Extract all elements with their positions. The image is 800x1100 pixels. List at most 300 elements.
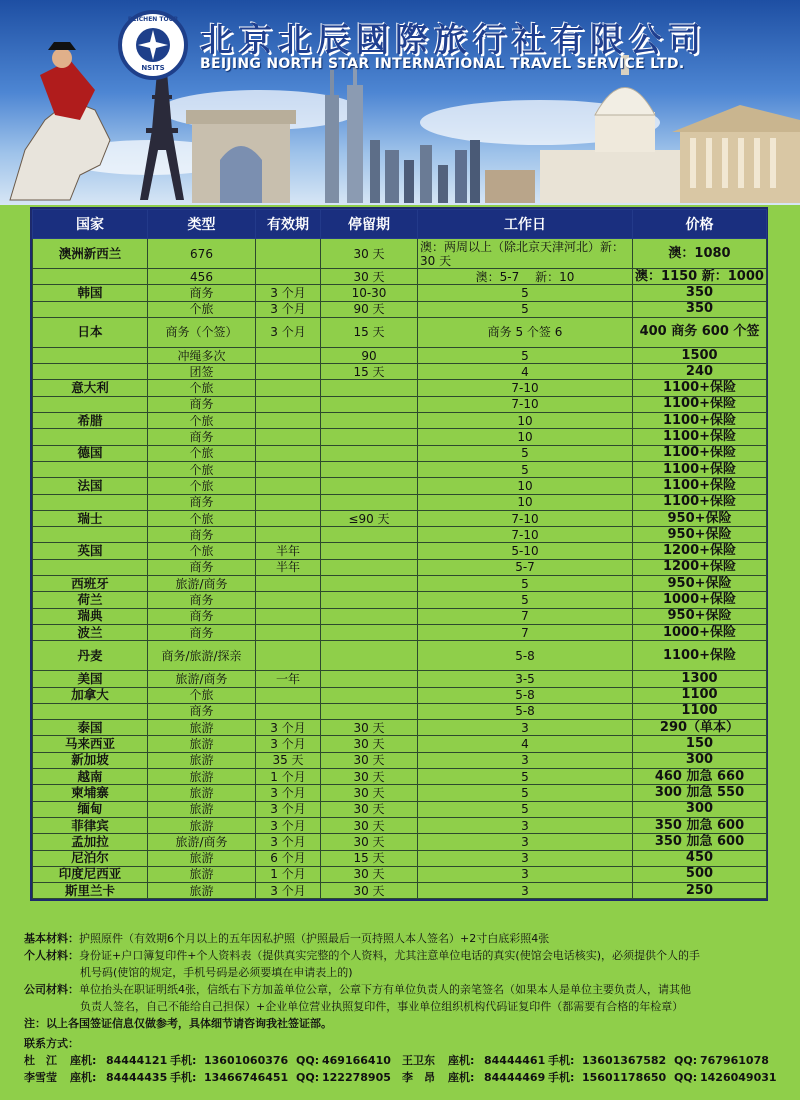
cell-price: 300	[633, 752, 767, 768]
cell-price: 950+保险	[633, 510, 767, 526]
cell-country: 意大利	[33, 380, 148, 396]
cell-validity: 3 个月	[256, 883, 321, 899]
cell-type: 商务	[148, 703, 256, 719]
table-row	[33, 285, 767, 301]
cell-type: 676	[148, 239, 256, 269]
cell-validity: 3 个月	[256, 785, 321, 801]
cell-work: 7	[418, 608, 633, 624]
cell-work: 澳：5-7 新：10	[418, 269, 633, 285]
cell-price: 950+保险	[633, 608, 767, 624]
table-row	[33, 543, 767, 559]
cell-stay: 15 天	[321, 850, 418, 866]
cell-work: 5-7	[418, 559, 633, 575]
cell-validity	[256, 510, 321, 526]
cell-work: 7-10	[418, 527, 633, 543]
cell-stay	[321, 396, 418, 412]
cell-work: 5	[418, 301, 633, 317]
basic-label: 基本材料：	[24, 932, 79, 945]
cell-type: 个旅	[148, 380, 256, 396]
cell-validity: 3 个月	[256, 317, 321, 347]
contact-name: 李雪莹	[24, 1071, 57, 1084]
table-row	[33, 769, 767, 785]
cell-country: 澳洲新西兰	[33, 239, 148, 269]
cell-country: 斯里兰卡	[33, 883, 148, 899]
cell-price: 1100+保险	[633, 445, 767, 461]
cell-price: 350	[633, 285, 767, 301]
company-title-cn: 北京北辰國際旅行社有限公司	[200, 20, 707, 59]
company-label: 公司材料：	[24, 983, 79, 996]
table-row	[33, 510, 767, 526]
cell-validity	[256, 445, 321, 461]
cell-stay: 15 天	[321, 364, 418, 380]
table-row	[33, 641, 767, 671]
cell-type: 商务	[148, 527, 256, 543]
cell-price: 1100	[633, 703, 767, 719]
cell-stay: 30 天	[321, 785, 418, 801]
cell-price: 400 商务 600 个签	[633, 317, 767, 347]
cell-country	[33, 461, 148, 477]
cell-work: 3-5	[418, 671, 633, 687]
contact-qq: 1426049031	[700, 1071, 777, 1084]
cell-type: 旅游/商务	[148, 834, 256, 850]
table-row	[33, 576, 767, 592]
cell-work: 7-10	[418, 396, 633, 412]
contact-qq: 469166410	[322, 1054, 391, 1067]
cell-stay	[321, 494, 418, 510]
table-row	[33, 624, 767, 640]
contact-qq-label: QQ:	[674, 1054, 698, 1067]
cell-stay: 30 天	[321, 752, 418, 768]
cell-type: 旅游/商务	[148, 576, 256, 592]
cell-type: 个旅	[148, 445, 256, 461]
table-header-row	[33, 210, 767, 239]
capitol-building-icon	[540, 55, 680, 203]
cell-price: 300	[633, 801, 767, 817]
cell-stay	[321, 641, 418, 671]
table-row	[33, 736, 767, 752]
cell-work: 澳：两周以上（除北京天津河北）新：30 天	[418, 239, 633, 269]
table-row	[33, 429, 767, 445]
cell-work: 5	[418, 285, 633, 301]
contact-mobile-label: 手机:	[170, 1054, 197, 1067]
cell-work: 5	[418, 445, 633, 461]
table-row	[33, 817, 767, 833]
cell-work: 5-10	[418, 543, 633, 559]
cell-validity	[256, 396, 321, 412]
skyline-icon	[325, 60, 535, 203]
cell-country: 日本	[33, 317, 148, 347]
cell-work: 7	[418, 624, 633, 640]
cell-stay: 15 天	[321, 317, 418, 347]
cell-validity	[256, 413, 321, 429]
cell-country	[33, 559, 148, 575]
cell-stay	[321, 671, 418, 687]
company-text: 单位抬头在职证明纸4张，信纸右下方加盖单位公章，公章下方有单位负责人的亲笔签名（如果本人是单位主要负责人，请其他	[79, 983, 691, 996]
table-row	[33, 720, 767, 736]
contact-qq: 122278905	[322, 1071, 391, 1084]
basic-materials	[24, 930, 784, 947]
cell-type: 旅游	[148, 866, 256, 882]
table-row	[33, 461, 767, 477]
table-row	[33, 364, 767, 380]
cell-country: 波兰	[33, 624, 148, 640]
personal-materials-cont: 机号码(使馆的规定，手机号码是必须要填在申请表上的)	[80, 966, 353, 979]
table-row	[33, 834, 767, 850]
header-validity: 有效期	[256, 210, 321, 239]
cell-price: 1100+保险	[633, 413, 767, 429]
cell-stay: 30 天	[321, 817, 418, 833]
cell-type: 个旅	[148, 478, 256, 494]
cell-work: 5	[418, 461, 633, 477]
cell-stay: 90	[321, 347, 418, 363]
cell-stay	[321, 445, 418, 461]
cell-validity	[256, 269, 321, 285]
table-row	[33, 752, 767, 768]
cell-work: 4	[418, 736, 633, 752]
cell-work: 5-8	[418, 687, 633, 703]
cell-work: 4	[418, 364, 633, 380]
cell-validity	[256, 592, 321, 608]
cell-work: 5-8	[418, 641, 633, 671]
cell-stay: ≤90 天	[321, 510, 418, 526]
cell-price: 1000+保险	[633, 624, 767, 640]
contact-name: 李 昂	[402, 1071, 435, 1084]
cell-stay	[321, 576, 418, 592]
company-title-en: BEIJING NORTH STAR INTERNATIONAL TRAVEL SERVICE LTD.	[200, 56, 685, 72]
disclaimer-note: 注：以上各国签证信息仅做参考，具体细节请咨询我社签证部。	[24, 1017, 332, 1030]
cell-validity	[256, 380, 321, 396]
cell-validity: 3 个月	[256, 834, 321, 850]
cell-type: 旅游	[148, 736, 256, 752]
logo-bottom-text: NSITS	[141, 64, 165, 72]
cell-price: 150	[633, 736, 767, 752]
cell-validity	[256, 494, 321, 510]
contact-mobile-label: 手机:	[170, 1071, 197, 1084]
cell-type: 商务	[148, 285, 256, 301]
cell-validity	[256, 608, 321, 624]
contact-mobile-label: 手机:	[548, 1071, 575, 1084]
contact-label: 联系方式：	[24, 1037, 79, 1050]
cell-type: 商务	[148, 494, 256, 510]
cell-work: 10	[418, 494, 633, 510]
cell-type: 个旅	[148, 510, 256, 526]
cell-validity	[256, 641, 321, 671]
header-stay: 停留期	[321, 210, 418, 239]
cell-country: 英国	[33, 543, 148, 559]
cell-validity	[256, 576, 321, 592]
cell-price: 澳：1080	[633, 239, 767, 269]
cell-work: 商务 5 个签 6	[418, 317, 633, 347]
cell-country: 法国	[33, 478, 148, 494]
company-materials-cont: 负责人签名，自己不能给自己担保）+企业单位营业执照复印件，事业单位组织机构代码证复印件（都需要有合格的年检章）	[80, 1000, 684, 1013]
visa-price-table	[30, 207, 768, 901]
cell-country	[33, 269, 148, 285]
cell-price: 1500	[633, 347, 767, 363]
cell-price: 1100	[633, 687, 767, 703]
cell-country: 丹麦	[33, 641, 148, 671]
contact-name: 王卫东	[402, 1054, 435, 1067]
cell-work: 3	[418, 834, 633, 850]
classical-building-icon	[672, 105, 800, 203]
cell-validity: 35 天	[256, 752, 321, 768]
cell-country	[33, 494, 148, 510]
contact-mobile: 15601178650	[582, 1071, 667, 1084]
personal-materials	[24, 947, 784, 964]
cell-validity	[256, 478, 321, 494]
contact-landline-label: 座机:	[448, 1071, 475, 1084]
cell-country	[33, 527, 148, 543]
cell-country	[33, 703, 148, 719]
cell-type: 商务	[148, 592, 256, 608]
cell-work: 3	[418, 817, 633, 833]
cell-work: 10	[418, 478, 633, 494]
cell-country: 韩国	[33, 285, 148, 301]
company-materials	[24, 981, 784, 998]
cell-stay	[321, 608, 418, 624]
table-row	[33, 380, 767, 396]
cell-type: 旅游	[148, 752, 256, 768]
table-row	[33, 445, 767, 461]
cell-country: 加拿大	[33, 687, 148, 703]
contact-mobile: 13466746451	[204, 1071, 289, 1084]
cell-country	[33, 396, 148, 412]
cell-work: 3	[418, 883, 633, 899]
table-row	[33, 413, 767, 429]
cell-price: 1100+保险	[633, 461, 767, 477]
cell-validity: 3 个月	[256, 720, 321, 736]
contact-landline: 84444435	[106, 1071, 168, 1084]
cell-type: 旅游	[148, 720, 256, 736]
cell-validity: 3 个月	[256, 801, 321, 817]
cell-stay: 30 天	[321, 720, 418, 736]
cell-country: 荷兰	[33, 592, 148, 608]
contact-row	[24, 1069, 794, 1086]
table-row	[33, 850, 767, 866]
cell-country: 印度尼西亚	[33, 866, 148, 882]
cell-validity	[256, 461, 321, 477]
cell-type: 团签	[148, 364, 256, 380]
cell-type: 个旅	[148, 413, 256, 429]
cell-validity: 半年	[256, 559, 321, 575]
cell-work: 5-8	[418, 703, 633, 719]
cell-price: 350 加急 600	[633, 817, 767, 833]
cell-work: 5	[418, 576, 633, 592]
cell-country: 尼泊尔	[33, 850, 148, 866]
contact-landline: 84444121	[106, 1054, 168, 1067]
cell-price: 950+保险	[633, 576, 767, 592]
table-row	[33, 559, 767, 575]
table-row	[33, 671, 767, 687]
cell-work: 5	[418, 785, 633, 801]
cell-country: 马来西亚	[33, 736, 148, 752]
cell-price: 300 加急 550	[633, 785, 767, 801]
cell-validity: 3 个月	[256, 301, 321, 317]
cell-stay: 90 天	[321, 301, 418, 317]
cell-stay	[321, 624, 418, 640]
cell-work: 3	[418, 720, 633, 736]
contact-info	[24, 1035, 794, 1086]
cell-validity: 3 个月	[256, 736, 321, 752]
cell-validity: 3 个月	[256, 285, 321, 301]
cell-price: 350	[633, 301, 767, 317]
cell-type: 旅游	[148, 850, 256, 866]
cell-type: 个旅	[148, 461, 256, 477]
personal-label: 个人材料：	[24, 949, 79, 962]
cell-work: 5	[418, 801, 633, 817]
cell-validity: 1 个月	[256, 866, 321, 882]
cell-stay	[321, 592, 418, 608]
cell-country: 瑞士	[33, 510, 148, 526]
table-row	[33, 239, 767, 269]
cell-type: 商务	[148, 608, 256, 624]
header-country: 国家	[33, 210, 148, 239]
header-workdays: 工作日	[418, 210, 633, 239]
contact-landline: 84444469	[484, 1071, 546, 1084]
cell-type: 商务	[148, 396, 256, 412]
materials-notes	[24, 930, 784, 1032]
cell-price: 1200+保险	[633, 543, 767, 559]
cell-price: 450	[633, 850, 767, 866]
cell-price: 500	[633, 866, 767, 882]
cell-price: 1200+保险	[633, 559, 767, 575]
cell-stay	[321, 559, 418, 575]
contact-row	[24, 1052, 794, 1069]
header-type: 类型	[148, 210, 256, 239]
contact-landline-label: 座机:	[70, 1054, 97, 1067]
cell-stay	[321, 429, 418, 445]
cell-stay: 30 天	[321, 801, 418, 817]
contact-qq-label: QQ:	[674, 1071, 698, 1084]
cell-price: 1100+保险	[633, 396, 767, 412]
table-row	[33, 866, 767, 882]
cell-work: 3	[418, 850, 633, 866]
table-row	[33, 801, 767, 817]
cell-country: 新加坡	[33, 752, 148, 768]
cell-stay	[321, 413, 418, 429]
cell-work: 7-10	[418, 380, 633, 396]
cell-country: 希腊	[33, 413, 148, 429]
cell-type: 商务/旅游/探亲	[148, 641, 256, 671]
cell-type: 个旅	[148, 543, 256, 559]
table-row	[33, 269, 767, 285]
cell-price: 澳：1150 新：1000	[633, 269, 767, 285]
cell-price: 350 加急 600	[633, 834, 767, 850]
cell-country	[33, 364, 148, 380]
contact-qq-label: QQ:	[296, 1071, 320, 1084]
table-row	[33, 317, 767, 347]
cell-country	[33, 429, 148, 445]
cell-stay: 30 天	[321, 736, 418, 752]
cell-work: 10	[418, 413, 633, 429]
table-row	[33, 494, 767, 510]
cell-validity	[256, 429, 321, 445]
cell-work: 7-10	[418, 510, 633, 526]
cell-type: 旅游/商务	[148, 671, 256, 687]
cell-type: 456	[148, 269, 256, 285]
cell-type: 商务	[148, 429, 256, 445]
arc-de-triomphe-icon	[186, 110, 296, 203]
table-row	[33, 608, 767, 624]
cell-type: 旅游	[148, 785, 256, 801]
cell-price: 1100+保险	[633, 380, 767, 396]
cell-type: 旅游	[148, 883, 256, 899]
cell-validity	[256, 624, 321, 640]
cell-price: 250	[633, 883, 767, 899]
personal-text: 身份证+户口簿复印件+个人资料表（提供真实完整的个人资料，尤其注意单位电话的真实(使馆会电话核实)，必须提供个人的手	[79, 949, 701, 962]
cell-type: 旅游	[148, 817, 256, 833]
cell-country: 缅甸	[33, 801, 148, 817]
horse-rider-icon	[10, 42, 110, 200]
cell-stay: 30 天	[321, 866, 418, 882]
cell-stay	[321, 461, 418, 477]
contact-qq-label: QQ:	[296, 1054, 320, 1067]
cell-type: 冲绳多次	[148, 347, 256, 363]
cell-country: 美国	[33, 671, 148, 687]
cell-validity	[256, 364, 321, 380]
cell-stay	[321, 687, 418, 703]
cell-country	[33, 347, 148, 363]
cell-validity	[256, 703, 321, 719]
table-row	[33, 883, 767, 899]
table-row	[33, 785, 767, 801]
cell-price: 240	[633, 364, 767, 380]
cell-type: 商务	[148, 559, 256, 575]
cell-type: 个旅	[148, 301, 256, 317]
cell-country: 孟加拉	[33, 834, 148, 850]
cell-country	[33, 301, 148, 317]
cell-validity: 3 个月	[256, 817, 321, 833]
cell-work: 5	[418, 347, 633, 363]
logo-top-text: BEICHEN TOUR	[127, 16, 179, 23]
cell-stay	[321, 543, 418, 559]
cell-work: 3	[418, 866, 633, 882]
cell-price: 1100+保险	[633, 494, 767, 510]
cell-validity	[256, 347, 321, 363]
cell-stay	[321, 380, 418, 396]
cell-price: 460 加急 660	[633, 769, 767, 785]
cell-validity: 6 个月	[256, 850, 321, 866]
table-row	[33, 396, 767, 412]
cell-price: 1100+保险	[633, 429, 767, 445]
contact-mobile: 13601060376	[204, 1054, 289, 1067]
cell-country: 菲律宾	[33, 817, 148, 833]
cell-stay: 30 天	[321, 834, 418, 850]
cell-type: 旅游	[148, 769, 256, 785]
cell-country: 德国	[33, 445, 148, 461]
contact-mobile: 13601367582	[582, 1054, 667, 1067]
cell-stay	[321, 703, 418, 719]
header-price: 价格	[633, 210, 767, 239]
cell-validity	[256, 687, 321, 703]
company-logo	[118, 10, 188, 80]
table-row	[33, 347, 767, 363]
cell-country: 柬埔寨	[33, 785, 148, 801]
table-row	[33, 687, 767, 703]
table-row	[33, 478, 767, 494]
cell-price: 290（单本）	[633, 720, 767, 736]
cell-country: 泰国	[33, 720, 148, 736]
cell-country: 西班牙	[33, 576, 148, 592]
cell-stay: 30 天	[321, 769, 418, 785]
cell-stay: 30 天	[321, 883, 418, 899]
cell-type: 商务（个签）	[148, 317, 256, 347]
cell-stay	[321, 478, 418, 494]
cell-stay: 30 天	[321, 239, 418, 269]
cell-validity: 半年	[256, 543, 321, 559]
cell-country: 瑞典	[33, 608, 148, 624]
cell-validity	[256, 527, 321, 543]
basic-text: 护照原件（有效期6个月以上的五年因私护照（护照最后一页持照人本人签名）+2寸白底彩照4张	[79, 932, 550, 945]
